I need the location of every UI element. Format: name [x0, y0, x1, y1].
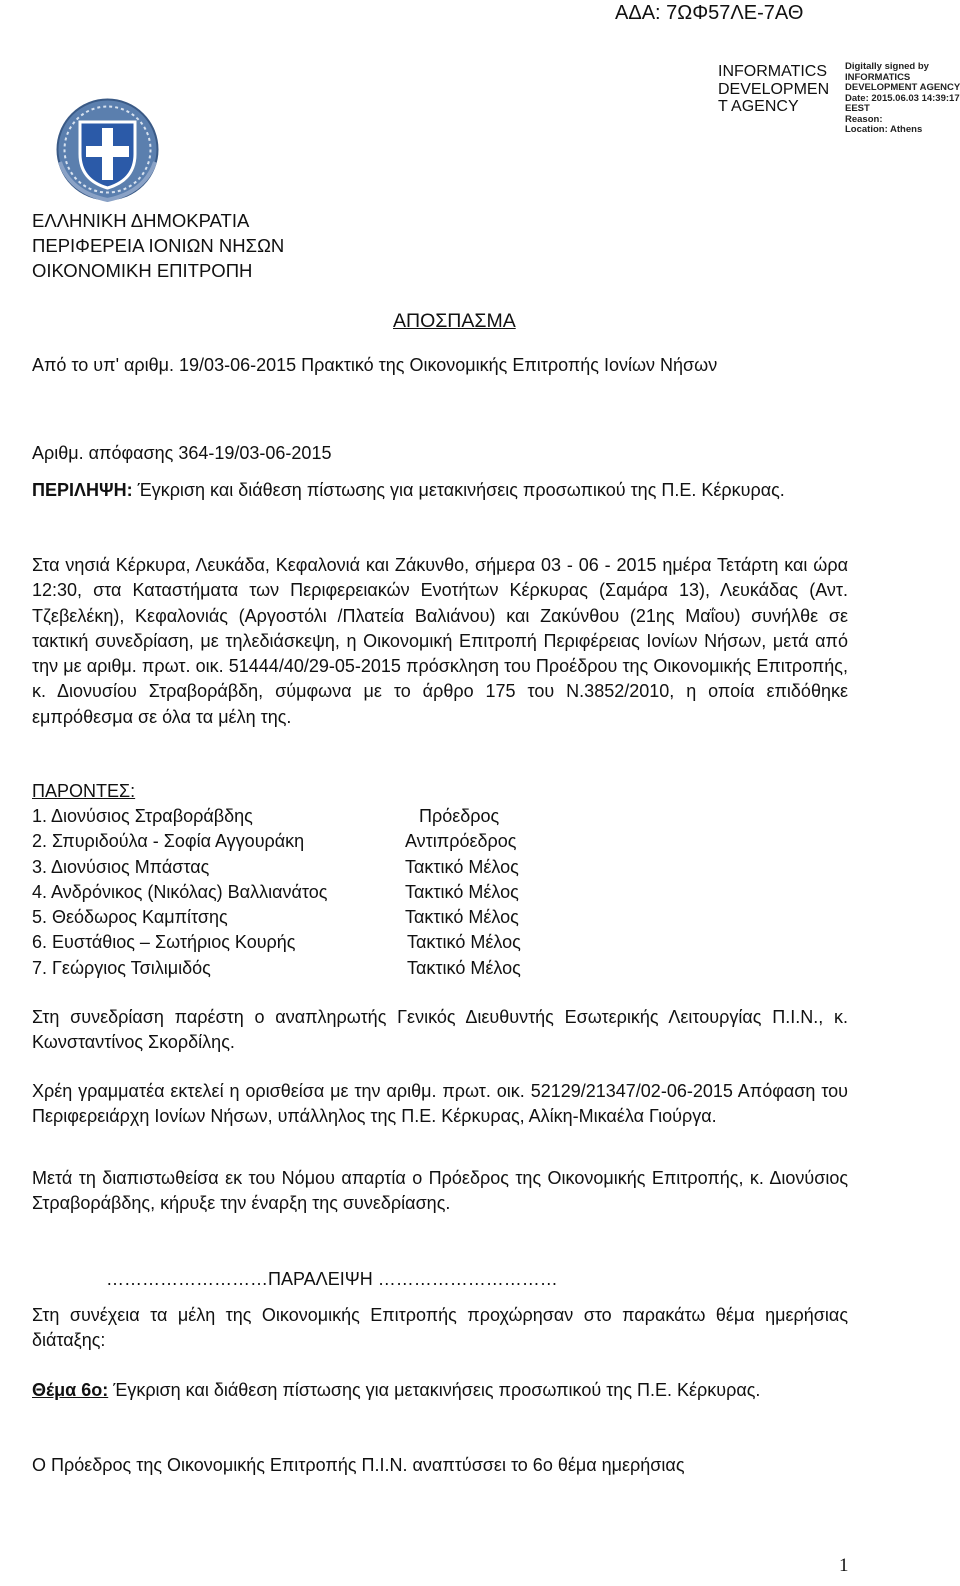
signature-line: Reason:	[845, 113, 883, 125]
member-role: Τακτικό Μέλος	[405, 856, 519, 877]
topic-paragraph	[32, 1378, 848, 1403]
minutes-reference: Από το υπ' αριθμ. 19/03-06-2015 Πρακτικό της Οικονομικής Επιτροπής Ιονίων Νήσων	[32, 355, 718, 375]
summary-text: Έγκριση και διάθεση πίστωσης για μετακινήσεις προσωπικού της Π.Ε. Κέρκυρας.	[132, 480, 785, 500]
page-number: 1	[839, 1555, 849, 1576]
list-item	[32, 905, 732, 930]
issuer-header	[32, 208, 284, 283]
list-item	[32, 855, 732, 880]
signature-line: Location: Athens	[845, 124, 923, 135]
present-list	[32, 804, 732, 981]
list-item	[32, 930, 732, 955]
signature-line: DEVELOPMENT AGENCY	[845, 82, 960, 93]
header-line: ΕΛΛΗΝΙΚΗ ΔΗΜΟΚΡΑΤΙΑ	[32, 210, 250, 231]
list-item	[32, 829, 732, 854]
agency-line: T AGENCY	[718, 98, 799, 115]
member-role: Αντιπρόεδρος	[405, 831, 517, 852]
topic-text: Έγκριση και διάθεση πίστωσης για μετακινήσεις προσωπικού της Π.Ε. Κέρκυρας.	[108, 1380, 761, 1400]
omission-marker: ………………………ΠΑΡΑΛΕΙΨΗ …………………………	[106, 1269, 558, 1289]
intro-paragraph: Στα νησιά Κέρκυρα, Λευκάδα, Κεφαλονιά και Ζάκυνθο, σήμερα 03 - 06 - 2015 ημέρα Τετάρτη και ώρα 12:30, στα Καταστήματα των Περιφερειακών Ενοτήτων Κέρκυρας (Σαμάρα 13), Λευκάδας (Αντ. Τζεβελέκη), Κεφαλονιάς (Αργοστόλι /Πλατεία Βαλιάνου) και Ζακύνθου (21ης Μαΐου) συνήλθε σε τακτική συνεδρίαση, με τηλεδιάσκεψη, η Οικονομική Επιτροπή Περιφέρειας Ιονίων Νήσων, μετά από την με αριθμ. πρωτ. οικ. 51444/40/29-05-2015 πρόσκληση του Προέδρου της Οικονομικής Επιτροπής, κ. Διονυσίου Στραβοράβδη, σύμφωνα με το άρθρο 175 του Ν.3852/2010, η οποία επιδόθηκε εμπρόθεσμα σε όλα τα μέλη της.	[32, 555, 848, 727]
ada-code: ΑΔΑ: 7ΩΦ57ΛΕ-7ΑΘ	[615, 2, 804, 24]
signature-line: Digitally signed by	[845, 61, 929, 72]
digital-signature-details	[845, 62, 960, 136]
member-name: 6. Ευστάθιος – Σωτήριος Κουρής	[32, 932, 296, 953]
header-line: ΠΕΡΙΦΕΡΕΙΑ ΙΟΝΙΩΝ ΝΗΣΩΝ	[32, 235, 285, 256]
attendance-paragraph: Στη συνεδρίαση παρέστη ο αναπληρωτής Γενικός Διευθυντής Εσωτερικής Λειτουργίας Π.Ι.Ν., κ. Κωνσταντίνος Σκορδίλης.	[32, 1007, 848, 1053]
document-title: ΑΠΟΣΠΑΣΜΑ	[393, 310, 516, 332]
member-role: Τακτικό Μέλος	[405, 907, 519, 928]
decision-number: Αριθμ. απόφασης 364-19/03-06-2015	[32, 443, 332, 463]
list-item	[32, 880, 732, 905]
agency-line: INFORMATICS	[718, 63, 828, 80]
header-line: ΟΙΚΟΝΟΜΙΚΗ ΕΠΙΤΡΟΠΗ	[32, 260, 253, 281]
member-role: Τακτικό Μέλος	[405, 881, 519, 902]
agency-line: DEVELOPMEN	[718, 80, 830, 98]
continuation-paragraph: Στη συνέχεια τα μέλη της Οικονομικής Επιτροπής προχώρησαν στο παρακάτω θέμα ημερήσιας διάταξης:	[32, 1305, 848, 1351]
present-label: ΠΑΡΟΝΤΕΣ:	[32, 781, 136, 801]
member-name: 5. Θεόδωρος Καμπίτσης	[32, 907, 228, 928]
topic-label: Θέμα 6ο:	[32, 1380, 109, 1400]
member-name: 2. Σπυριδούλα - Σοφία Αγγουράκη	[32, 831, 305, 852]
signature-line: EEST	[845, 103, 870, 114]
list-item	[32, 804, 732, 829]
member-name: 7. Γεώργιος Τσιλιμιδός	[32, 957, 211, 978]
member-name: 1. Διονύσιος Στραβοράβδης	[32, 806, 253, 826]
member-name: 4. Ανδρόνικος (Νικόλας) Βαλλιανάτος	[32, 881, 328, 902]
member-role: Πρόεδρος	[419, 806, 500, 826]
greek-coat-of-arms-icon	[50, 92, 165, 207]
secretary-paragraph: Χρέη γραμματέα εκτελεί η ορισθείσα με την αριθμ. πρωτ. οικ. 52129/21347/02-06-2015 Απόφαση του Περιφερειάρχη Ιονίων Νήσων, υπάλληλος της Π.Ε. Κέρκυρας, Αλίκη-Μικαέλα Γιούργα.	[32, 1081, 848, 1127]
member-name: 3. Διονύσιος Μπάστας	[32, 856, 210, 877]
list-item	[32, 956, 732, 981]
closing-paragraph: Ο Πρόεδρος της Οικονομικής Επιτροπής Π.Ι.Ν. αναπτύσσει το 6ο θέμα ημερήσιας	[32, 1455, 685, 1475]
summary	[32, 478, 848, 503]
member-role: Τακτικό Μέλος	[407, 932, 521, 953]
quorum-paragraph: Μετά τη διαπιστωθείσα εκ του Νόμου απαρτία ο Πρόεδρος της Οικονομικής Επιτροπής, κ. Διονύσιος Στραβοράβδης, κήρυξε την έναρξη της συνεδρίασης.	[32, 1168, 848, 1214]
member-role: Τακτικό Μέλος	[407, 957, 521, 978]
summary-label: ΠΕΡΙΛΗΨΗ:	[32, 480, 133, 500]
signature-line: INFORMATICS	[845, 71, 911, 83]
signature-line: Date: 2015.06.03 14:39:17	[845, 92, 960, 104]
signature-agency	[718, 63, 829, 116]
